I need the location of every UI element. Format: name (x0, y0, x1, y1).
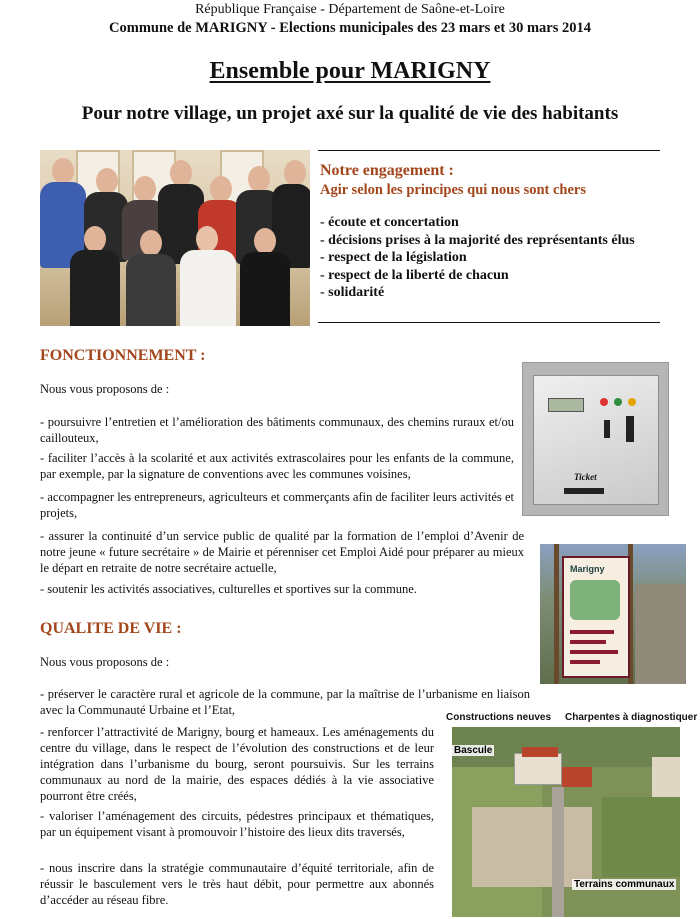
paragraph: - assurer la continuité d’un service public de qualité par la formation de l’emploi d’Avenir de notre jeune « future secrétaire » de Mairie et pérenniser cet Emploi Aidé pour préparer au mieux le départ en retraite de notre secrétaire actuelle, (40, 529, 524, 575)
header-line-2: Commune de MARIGNY - Elections municipales des 23 mars et 30 mars 2014 (109, 20, 591, 36)
label-bascule: Bascule (454, 745, 493, 756)
engagement-list (320, 214, 635, 302)
list-item: - respect de la liberté de chacun (320, 267, 509, 283)
list-item: - respect de la législation (320, 250, 467, 265)
page-title-text: Ensemble pour MARIGNY (209, 58, 491, 84)
divider-top (318, 150, 660, 151)
paragraph: - renforcer l’attractivité de Marigny, bourg et hameaux. Les aménagements du centre du village, dans le respect de l’évolution des constructions et de leur intégration dans l’urbanisme du bourg, seront poursuivis. Sur les terrains communaux au nord de la mairie, des espaces dédiés à la vie associative pourront être créés, (40, 725, 434, 803)
paragraph: - poursuivre l’entretien et l’amélioration des bâtiments communaux, des chemins ruraux et/ou caillouteux, (40, 415, 514, 445)
aerial-photo (452, 727, 680, 917)
paragraph: - nous inscrire dans la stratégie communautaire d’équité territoriale, afin de réussir le basculement vers le très haut débit, pour permettre aux abonnés d’accéder au réseau fibre. (40, 861, 434, 907)
sign-title: Marigny (570, 564, 605, 574)
ticket-label: Ticket (574, 472, 597, 482)
paragraph: - faciliter l’accès à la scolarité et aux activités extrascolaires pour les enfants de la commune, par exemple, par la signature de conventions avec les communes voisines, (40, 451, 514, 481)
paragraph: - soutenir les activités associatives, culturelles et sportives sur la commune. (40, 582, 417, 596)
hiking-sign-photo (540, 544, 686, 684)
list-item: - écoute et concertation (320, 215, 459, 230)
ticket-machine-photo (522, 362, 669, 516)
paragraph: - accompagner les entrepreneurs, agriculteurs et commerçants afin de faciliter leurs activités et projets, (40, 490, 514, 520)
list-item: - décisions prises à la majorité des représentants élus (320, 232, 635, 248)
paragraph: - préserver le caractère rural et agricole de la commune, par la maîtrise de l’urbanisme en liaison avec la Communauté Urbaine et l’Etat, (40, 687, 530, 717)
section-title-fonctionnement: FONCTIONNEMENT : (40, 347, 206, 364)
group-photo (40, 150, 310, 326)
engagement-title: Notre engagement : (320, 162, 454, 179)
list-item: - solidarité (320, 285, 385, 300)
page-subtitle: Pour notre village, un projet axé sur la qualité de vie des habitants (81, 103, 619, 124)
section-intro: Nous vous proposons de : (40, 655, 170, 669)
label-constructions-neuves: Constructions neuves (446, 712, 552, 723)
label-terrains-communaux: Terrains communaux (574, 879, 675, 890)
page-title (0, 58, 700, 85)
paragraph: - valoriser l’aménagement des circuits, pédestres principaux et thématiques, par un équipement visant à promouvoir l’histoire des lieux dits traversés, (40, 809, 434, 839)
label-charpentes: Charpentes à diagnostiquer (565, 712, 698, 723)
engagement-subtitle: Agir selon les principes qui nous sont chers (320, 182, 587, 198)
section-intro: Nous vous proposons de : (40, 382, 170, 396)
header-line-1: République Française - Département de Saône-et-Loire (195, 2, 505, 17)
section-title-qualite: QUALITE DE VIE : (40, 620, 182, 637)
divider-bottom (318, 322, 660, 323)
